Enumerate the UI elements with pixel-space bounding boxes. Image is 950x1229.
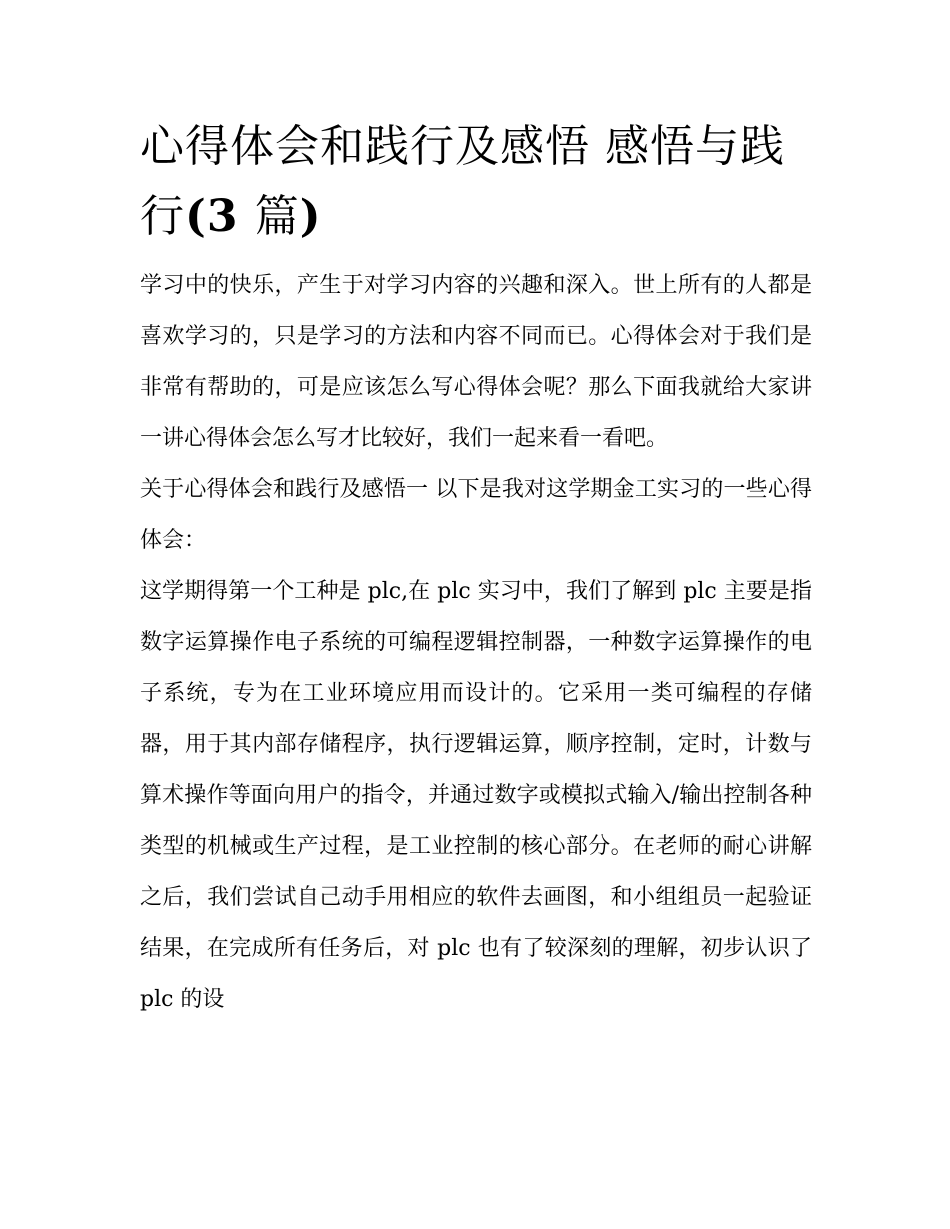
- document-page: [140, 112, 812, 1025]
- title-text-main: 心得体会和践行及感悟 感悟与践行: [140, 121, 785, 242]
- paragraph-section-heading: 关于心得体会和践行及感悟一 以下是我对这学期金工实习的一些心得体会：: [140, 477, 812, 553]
- title-text-count-unit: 篇: [254, 191, 300, 242]
- document-body: [140, 260, 812, 1025]
- title-text-count-close: ): [299, 191, 322, 242]
- title-text-count-open: (3: [185, 191, 255, 242]
- document-title: [140, 112, 812, 252]
- paragraph-intro: 学习中的快乐，产生于对学习内容的兴趣和深入。世上所有的人都是喜欢学习的，只是学习的方法和内容不同而已。心得体会对于我们是非常有帮助的，可是应该怎么写心得体会呢？那么下面我就给大家讲一讲心得体会怎么写才比较好，我们一起来看一看吧。: [140, 273, 812, 451]
- paragraph-plc: 这学期得第一个工种是 plc,在 plc 实习中，我们了解到 plc 主要是指数字运算操作电子系统的可编程逻辑控制器，一种数字运算操作的电子系统，专为在工业环境应用而设计的。它采用一类可编程的存储器，用于其内部存储程序，执行逻辑运算，顺序控制，定时，计数与算术操作等面向用户的指令，并通过数字或模拟式输入/输出控制各种类型的机械或生产过程，是工业控制的核心部分。在老师的耐心讲解之后，我们尝试自己动手用相应的软件去画图，和小组组员一起验证结果，在完成所有任务后，对 plc 也有了较深刻的理解，初步认识了 plc 的设: [140, 579, 812, 1012]
